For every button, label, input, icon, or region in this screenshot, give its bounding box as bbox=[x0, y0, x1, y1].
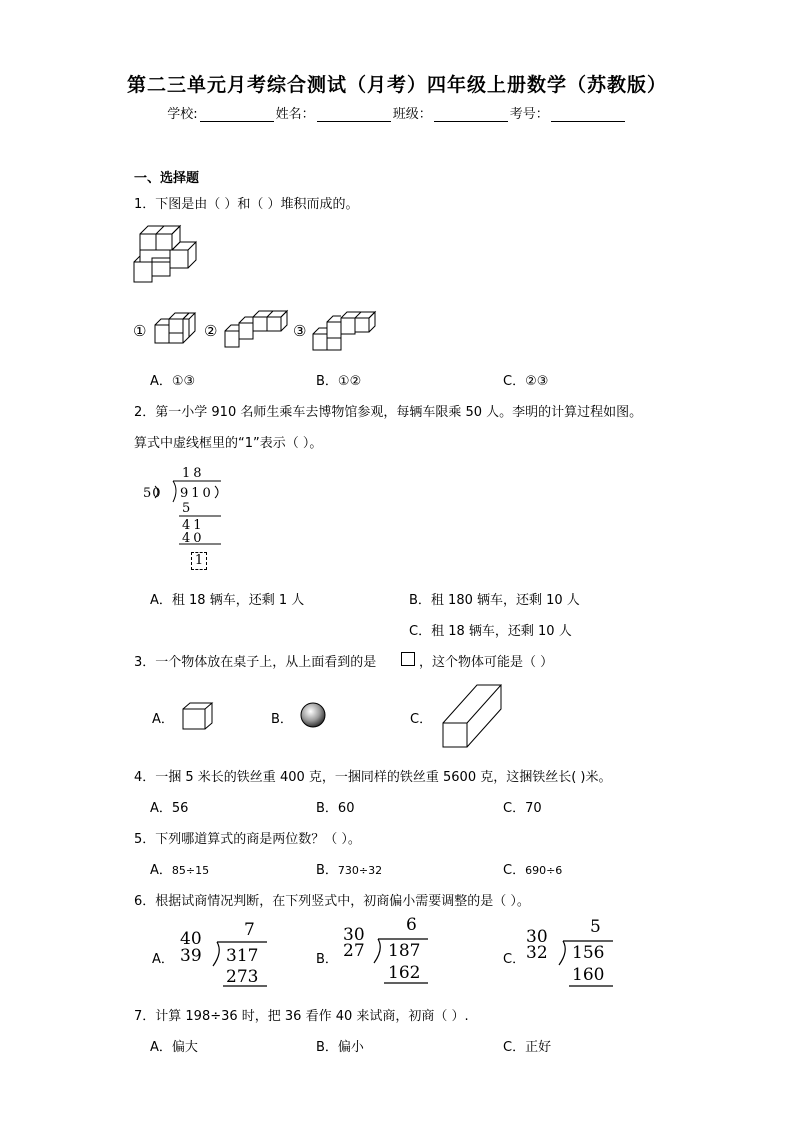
q5-option-b[interactable] bbox=[316, 859, 382, 878]
dashed-box-remainder: 1 bbox=[191, 552, 207, 570]
question-6-text: 6．根据试商情况判断，在下列竖式中，初商偏小需要调整的是（ ）。 bbox=[134, 894, 530, 909]
question-3-text-part1: 3．一个物体放在桌子上，从上面看到的是 bbox=[134, 655, 377, 670]
question-2-text-line1: 2．第一小学 910 名师生乘车去博物馆参观，每辆车限乘 50 人。李明的计算过程如图。 bbox=[134, 405, 643, 420]
division-step1: 5 bbox=[182, 501, 191, 516]
division-step3: 40 bbox=[182, 531, 205, 546]
q3-option-c[interactable]: C． bbox=[410, 712, 433, 727]
q5-option-b-label: B． bbox=[316, 863, 338, 878]
q2-option-a[interactable]: A．租 18 辆车，还剩 1 人 bbox=[150, 593, 305, 608]
question-5-text: 5．下列哪道算式的商是两位数？（ ）。 bbox=[134, 832, 361, 847]
cube-shape-1 bbox=[153, 311, 197, 345]
q6-option-b[interactable]: B． bbox=[316, 952, 338, 967]
page-title: 第二三单元月考综合测试（月考）四年级上册数学（苏教版） bbox=[126, 74, 667, 96]
option-figure-label-1: ① bbox=[133, 322, 147, 340]
q5-option-a-label: A． bbox=[150, 863, 172, 878]
q4-option-a[interactable]: A．56 bbox=[150, 801, 189, 816]
q5-option-c[interactable] bbox=[503, 859, 562, 878]
q3-option-b[interactable]: B． bbox=[271, 712, 293, 727]
cube-shape-3 bbox=[311, 310, 377, 354]
sphere-icon bbox=[300, 702, 328, 728]
stacked-cubes-figure bbox=[132, 222, 202, 286]
q6a-estimate: 40 bbox=[180, 929, 202, 949]
q6-option-c[interactable]: C． bbox=[503, 952, 526, 967]
q6c-divisor: 32 bbox=[526, 943, 548, 963]
q3-option-a[interactable]: A． bbox=[152, 712, 174, 727]
q5-expr-a: 85÷15 bbox=[171, 864, 210, 877]
division-divisor: 50 bbox=[143, 486, 162, 501]
q6c-quotient: 5 bbox=[590, 917, 601, 937]
q6c-dividend: 156 bbox=[572, 943, 605, 963]
school-blank[interactable] bbox=[200, 109, 274, 122]
question-4-text: 4．一捆 5 米长的铁丝重 400 克，一捆同样的铁丝重 5600 克，这捆铁丝长( )米。 bbox=[134, 770, 612, 785]
q7-option-b[interactable]: B．偏小 bbox=[316, 1040, 364, 1055]
q6b-division-lines bbox=[366, 935, 436, 987]
q6a-division-lines bbox=[205, 940, 275, 990]
option-figure-label-3: ③ bbox=[293, 322, 307, 340]
q6a-dividend: 317 bbox=[226, 946, 259, 966]
name-label: 姓名： bbox=[275, 107, 315, 122]
q1-option-b[interactable]: B．①② bbox=[316, 374, 362, 389]
q7-option-a[interactable]: A．偏大 bbox=[150, 1040, 198, 1055]
question-1-text: 1．下图是由（ ）和（ ）堆积而成的。 bbox=[134, 197, 359, 212]
q1-option-a[interactable]: A．①③ bbox=[150, 374, 196, 389]
name-blank[interactable] bbox=[317, 109, 391, 122]
q6b-dividend: 187 bbox=[388, 941, 421, 961]
q4-option-b[interactable]: B．60 bbox=[316, 801, 355, 816]
cube-icon bbox=[182, 702, 214, 730]
class-blank[interactable] bbox=[434, 109, 508, 122]
q6b-product: 162 bbox=[388, 963, 421, 983]
q6b-divisor: 27 bbox=[343, 941, 365, 961]
q6a-product: 273 bbox=[226, 967, 259, 987]
cuboid-icon bbox=[441, 683, 503, 749]
cube-shape-2 bbox=[223, 309, 287, 349]
q5-expr-c: 690÷6 bbox=[525, 864, 563, 877]
q4-option-c[interactable]: C．70 bbox=[503, 801, 542, 816]
question-3-text-part2: ，这个物体可能是（ ） bbox=[419, 655, 554, 670]
student-info-line bbox=[0, 103, 794, 122]
q2-option-c[interactable]: C．租 18 辆车，还剩 10 人 bbox=[409, 624, 572, 639]
square-top-view-icon bbox=[401, 652, 415, 666]
number-blank[interactable] bbox=[551, 109, 625, 122]
question-2-text-line2: 算式中虚线框里的“1”表示（ ）。 bbox=[134, 436, 323, 451]
q6b-quotient: 6 bbox=[406, 915, 417, 935]
q5-option-c-label: C． bbox=[503, 863, 526, 878]
q6a-divisor: 39 bbox=[180, 946, 202, 966]
q5-option-a[interactable] bbox=[150, 859, 209, 878]
option-figure-label-2: ② bbox=[204, 322, 218, 340]
q2-option-b[interactable]: B．租 180 辆车，还剩 10 人 bbox=[409, 593, 580, 608]
division-quotient: 18 bbox=[182, 466, 205, 481]
q5-expr-b: 730÷32 bbox=[337, 864, 383, 877]
q6b-estimate: 30 bbox=[343, 925, 365, 945]
school-label: 学校: bbox=[167, 107, 198, 122]
q6c-estimate: 30 bbox=[526, 927, 548, 947]
division-lines bbox=[165, 480, 225, 548]
section-heading: 一、选择题 bbox=[134, 171, 200, 186]
division-dividend: 910 bbox=[180, 486, 214, 501]
q6a-quotient: 7 bbox=[244, 920, 255, 940]
question-7-text: 7．计算 198÷36 时，把 36 看作 40 来试商，初商（ ）. bbox=[134, 1009, 469, 1024]
class-label: 班级： bbox=[392, 107, 432, 122]
q7-option-c[interactable]: C．正好 bbox=[503, 1040, 552, 1055]
q6c-division-lines bbox=[551, 937, 621, 989]
q6-option-a[interactable]: A． bbox=[152, 952, 174, 967]
q1-option-c[interactable]: C．②③ bbox=[503, 374, 549, 389]
q6c-product: 160 bbox=[572, 965, 605, 985]
number-label: 考号： bbox=[509, 107, 549, 122]
division-step2: 41 bbox=[182, 518, 205, 533]
